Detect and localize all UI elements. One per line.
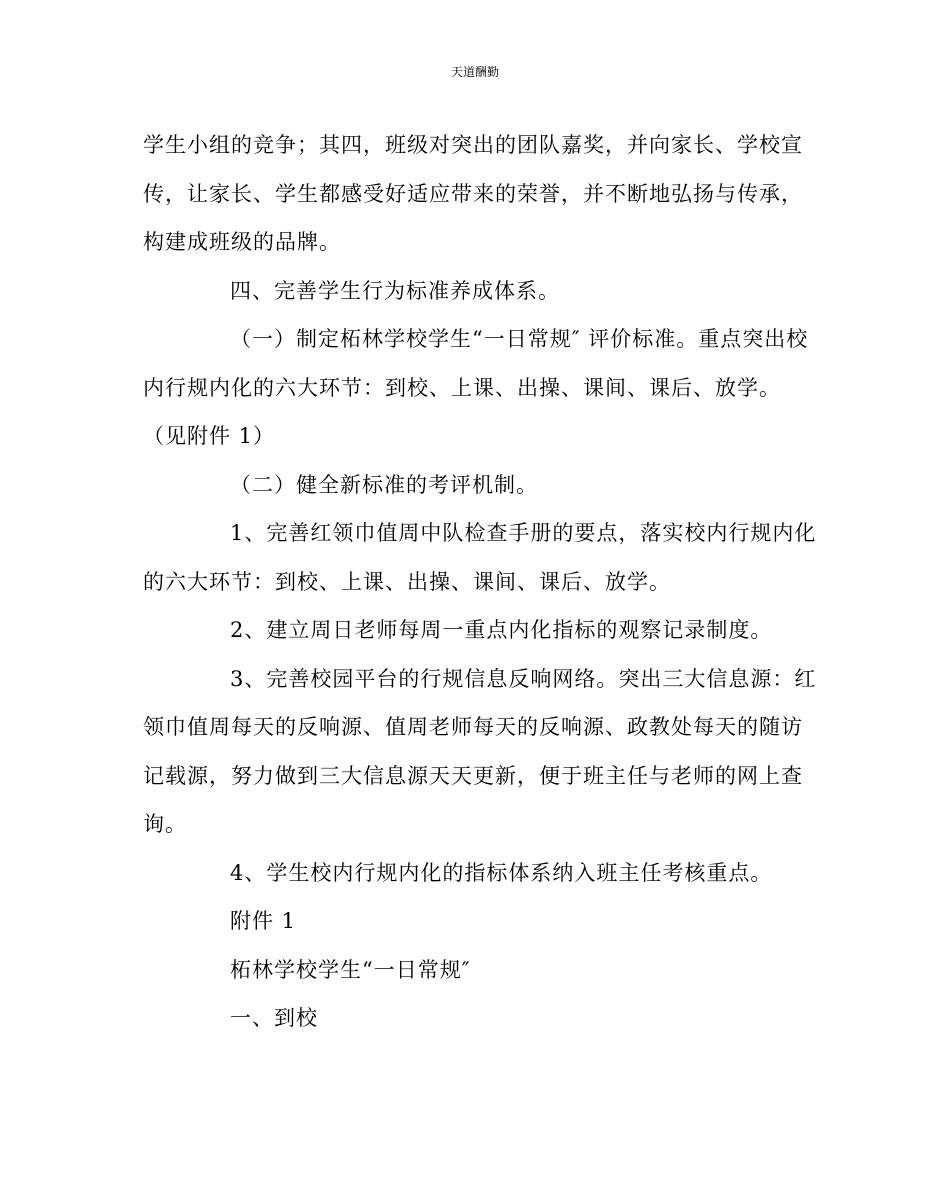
text-line: 记载源，努力做到三大信息源天天更新，便于班主任与老师的网上查 (143, 763, 803, 788)
text-line: 柘林学校学生“一日常规″ (230, 957, 471, 982)
attachment-label (143, 897, 823, 946)
attachment-title (143, 946, 823, 995)
text-line: （见附件 1） (143, 424, 276, 448)
text-line: 领巾值周每天的反响源、值周老师每天的反响源、政教处每天的随访 (143, 715, 803, 739)
text-line: 2、建立周日老师每周一重点内化指标的观察记录制度。 (230, 618, 773, 642)
text-line: 的六大环节：到校、上课、出操、课间、课后、放学。 (143, 569, 671, 594)
text-line: 一、到校 (230, 1006, 318, 1030)
text-line: 3、完善校园平台的行规信息反响网络。突出三大信息源：红 (230, 666, 817, 691)
text-line: 询。 (143, 812, 187, 836)
subsection-heading (143, 461, 823, 510)
text-line: （二）健全新标准的考评机制。 (230, 472, 538, 497)
list-item (143, 606, 823, 655)
text-line: 学生小组的竞争；其四，班级对突出的团队嘉奖，并向家长、学校宣 (143, 133, 803, 157)
text-line: 1、完善红领巾值周中队检查手册的要点，落实校内行规内化 (230, 521, 817, 545)
page-header: 天道酬勤 (450, 65, 499, 79)
attachment-section-heading (143, 994, 823, 1043)
paragraph (143, 315, 823, 461)
list-item (143, 655, 823, 849)
list-item (143, 509, 823, 606)
document-body (143, 121, 823, 1043)
text-line: 附件 1 (230, 909, 297, 933)
list-item (143, 849, 823, 898)
text-line: （一）制定柘林学校学生“一日常规″ 评价标准。重点突出校 (230, 327, 809, 351)
paragraph (143, 121, 823, 267)
text-line: 四、完善学生行为标准养成体系。 (230, 278, 560, 303)
text-line: 4、学生校内行规内化的指标体系纳入班主任考核重点。 (230, 860, 773, 885)
text-line: 内行规内化的六大环节：到校、上课、出操、课间、课后、放学。 (143, 375, 781, 400)
text-line: 传，让家长、学生都感受好适应带来的荣誉，并不断地弘扬与传承， (143, 181, 803, 206)
section-heading (143, 267, 823, 316)
text-line: 构建成班级的品牌。 (143, 230, 341, 254)
